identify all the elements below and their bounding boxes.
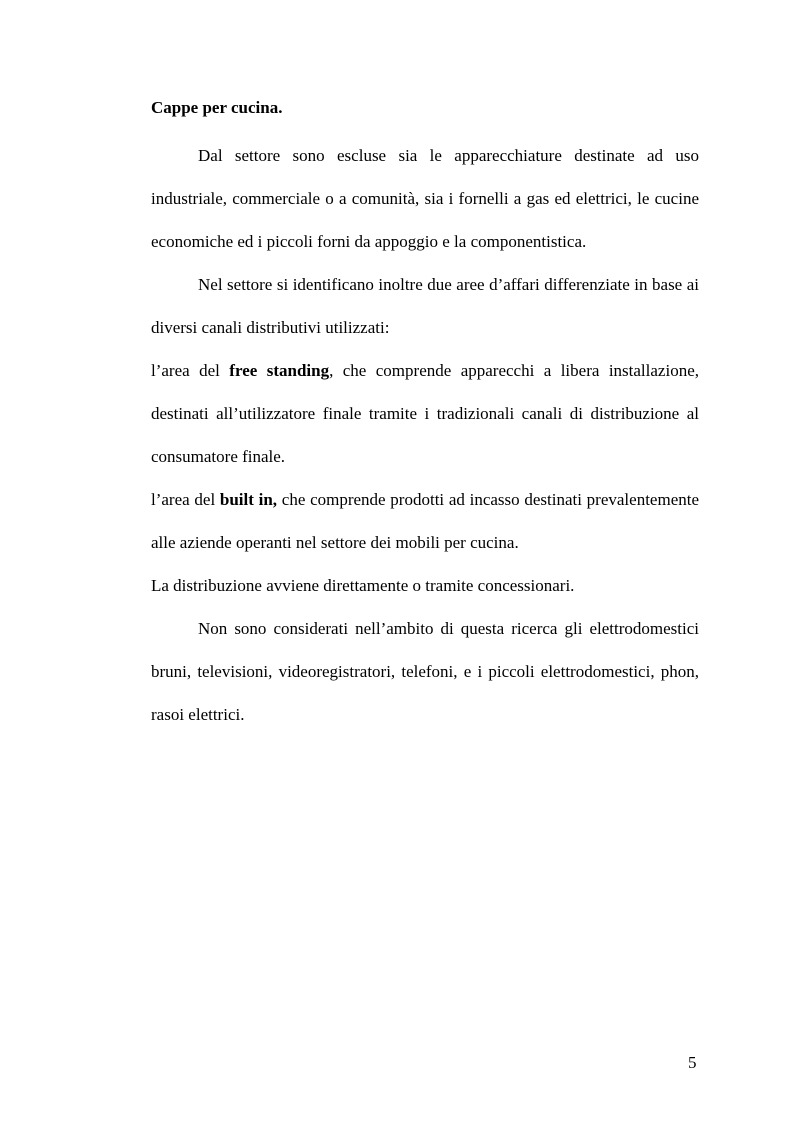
built-in-prefix: l’area del xyxy=(151,490,220,509)
document-body xyxy=(151,90,699,736)
paragraph-distribution: La distribuzione avviene direttamente o tramite concessionari. xyxy=(151,576,575,595)
free-standing-prefix: l’area del xyxy=(151,361,230,380)
heading-spacer xyxy=(151,126,699,134)
built-in-description: che comprende prodotti ad incasso destinati prevalentemente alle aziende operanti nel settore dei mobili per cucina. xyxy=(151,490,700,552)
free-standing-term: free standing xyxy=(229,361,330,380)
page-number: 5 xyxy=(688,1053,697,1072)
section-heading: Cappe per cucina. xyxy=(151,98,283,117)
free-standing-description: , che comprende apparecchi a libera installazione, destinati all’utilizzatore finale tramite i tradizionali canali di distribuzione al consumatore finale. xyxy=(151,361,699,466)
paragraph-built-in xyxy=(151,478,699,564)
built-in-term: built in, xyxy=(219,490,278,509)
paragraph-exclusions: Dal settore sono escluse sia le apparecchiature destinate ad uso industriale, commerciale o a comunità, sia i fornelli a gas ed elettrici, le cucine economiche ed i piccoli forni da appoggio e la componentistica. xyxy=(151,146,699,251)
paragraph-business-areas: Nel settore si identificano inoltre due aree d’affari differenziate in base ai diversi canali distributivi utilizzati: xyxy=(151,275,699,337)
paragraph-free-standing xyxy=(151,349,699,478)
paragraph-not-considered: Non sono considerati nell’ambito di questa ricerca gli elettrodomestici bruni, televisioni, videoregistratori, telefoni, e i piccoli elettrodomestici, phon, rasoi elettrici. xyxy=(151,619,699,724)
